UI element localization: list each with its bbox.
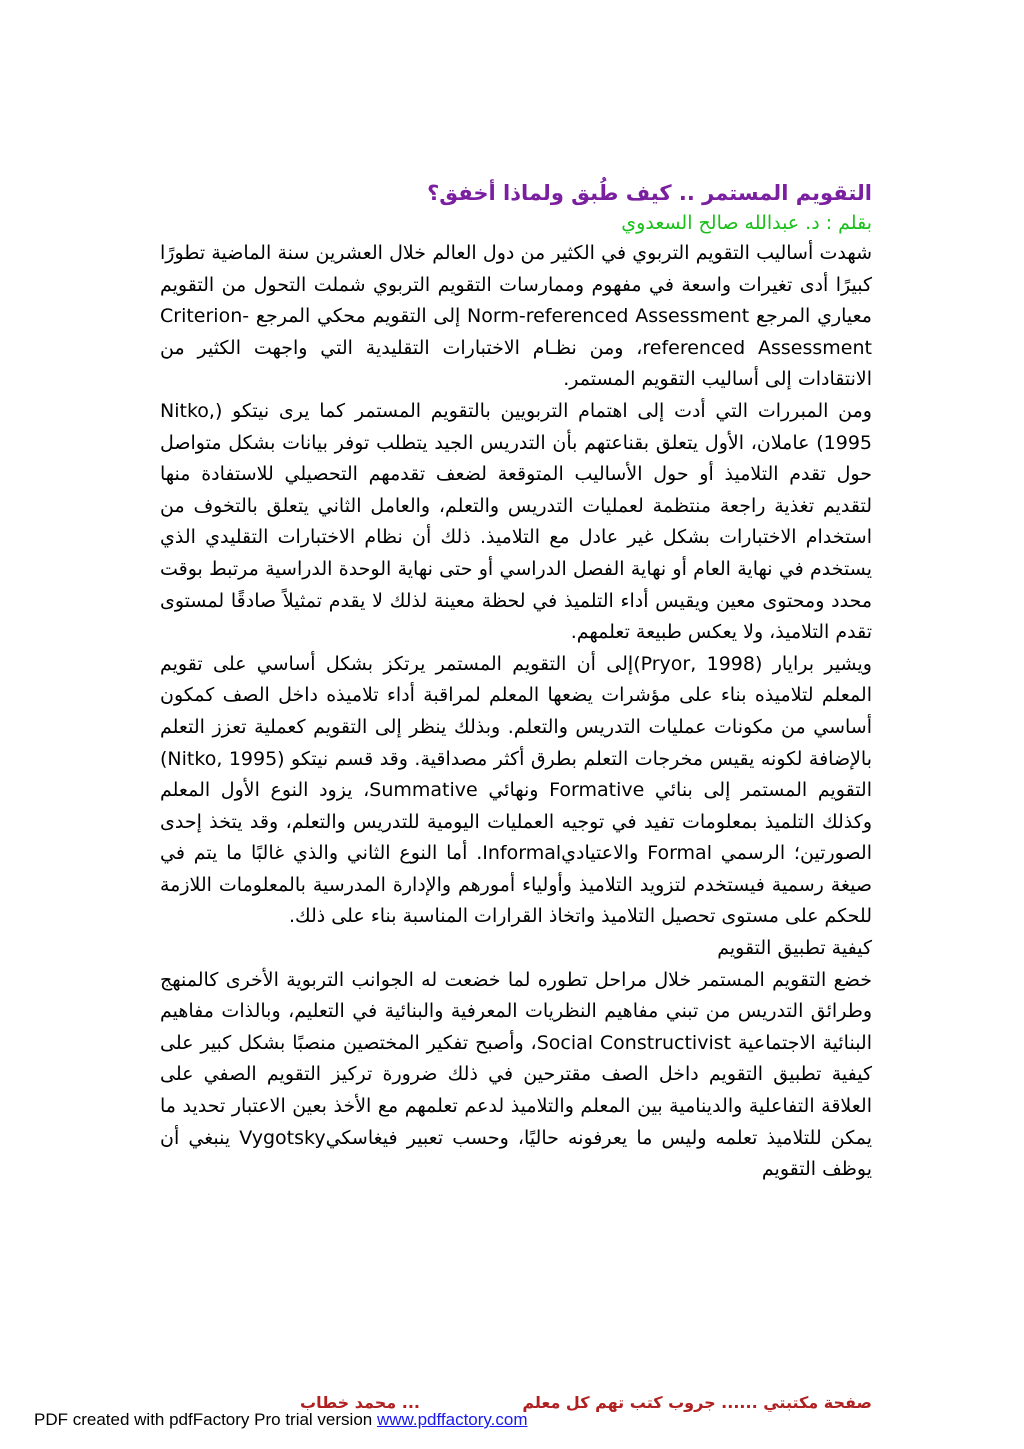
footer-author-text: ... محمد خطاب [300,1393,420,1412]
paragraph-pryor: ويشير برايار (Pryor, 1998)إلى أن التقويم المستمر يرتكز بشكل أساسي على تقويم المعلم لتلاميذه بناء على مؤشرات يضعها المعلم لمراقبة أداء تلاميذه داخل الصف كمكون أساسي من مكونات عمليات التدريس والتعلم. وبذلك ينظر إلى التقويم كعملية تعزز التعلم بالإضافة لكونه يقيس مخرجات التعلم بطرق أكثر مصداقية. وقد قسم نيتكو (Nitko, 1995) التقويم المستمر إلى بنائي Formative ونهائي Summative، يزود النوع الأول المعلم وكذلك التلميذ بمعلومات تفيد في توجيه العمليات اليومية للتدريس والتعلم، وقد يتخذ إحدى الصورتين؛ الرسمي Formal والاعتياديInformal. أما النوع الثاني والذي غالبًا ما يتم في صيغة رسمية فيستخدم لتزويد التلاميذ وأولياء أمورهم والإدارة المدرسية بالمعلومات اللازمة للحكم على مستوى تحصيل التلاميذ واتخاذ القرارات المناسبة بناء على ذلك. [160,652,872,928]
paragraph-application: خضع التقويم المستمر خلال مراحل تطوره لما خضعت له الجوانب التربوية الأخرى كالمنهج وطرائق التدريس من تبني مفاهيم النظريات المعرفية والبنائية في التعليم، وبالذات مفاهيم البنائية الاجتماعية Social Constructivist، وأصبح تفكير المختصين منصبًا بشكل كبير على كيفية تطبيق التقويم داخل الصف مقترحين في ذلك ضرورة تركيز التقويم الصفي على العلاقة التفاعلية والدينامية بين المعلم والتلاميذ لدعم تعلمهم مع الأخذ بعين الاعتبار تحديد ما يمكن للتلاميذ تعلمه وليس ما يعرفونه حاليًا، وحسب تعبير فيغاسكيVygotsky ينبغي أن يوظف التقويم [160,968,873,1181]
pdf-creator-note [34,1410,528,1430]
pdffactory-link[interactable]: www.pdffactory.com [376,1410,528,1429]
article-body [160,178,872,1186]
article-byline: بقلم : د. عبدالله صالح السعدوي [621,212,872,234]
paragraph-justifications: ومن المبررات التي أدت إلى اهتمام التربويين بالتقويم المستمر كما يرى نيتكو (Nitko, 1995) عاملان، الأول يتعلق بقناعتهم بأن التدريس الجيد يتطلب توفر بيانات بشكل متواصل حول تقدم التلاميذ أو حول الأساليب المتوقعة لضعف تقدمهم التحصيلي للاستفادة منها لتقديم تغذية راجعة منتظمة لعمليات التدريس والتعلم، والعامل الثاني يتعلق بالتخوف من استخدام الاختبارات بشكل غير عادل مع التلاميذ. ذلك أن نظام الاختبارات التقليدي الذي يستخدم في نهاية العام أو نهاية الفصل الدراسي أو حتى نهاية الوحدة الدراسية مرتبط بوقت محدد ومحتوى معين ويقيس أداء التلميذ في لحظة معينة لذلك لا يقدم تمثيلاً صادقًا لمستوى تقدم التلاميذ، ولا يعكس طبيعة تعلمهم. [160,399,872,644]
article-title: التقويم المستمر .. كيف طُبق ولماذا أخفق؟ [427,181,872,205]
footer-group-text: صفحة مكتبتي ...... جروب كتب تهم كل معلم [522,1393,872,1412]
pdf-note-text: PDF created with pdfFactory Pro trial version [34,1410,377,1429]
section-heading-application: كيفية تطبيق التقويم [717,937,872,960]
paragraph-intro: شهدت أساليب التقويم التربوي في الكثير من دول العالم خلال العشرين سنة الماضية تطورًا كبيرًا أدى تغيرات واسعة في مفهوم وممارسات التقويم التربوي شملت التحول من التقويم معياري المرجع Norm-referenced Assessment إلى التقويم محكي المرجع Criterion-referenced Assessment، ومن نظـام الاختبارات التقليدية التي واجهت الكثير من الانتقادات إلى أساليب التقويم المستمر. [160,242,872,391]
